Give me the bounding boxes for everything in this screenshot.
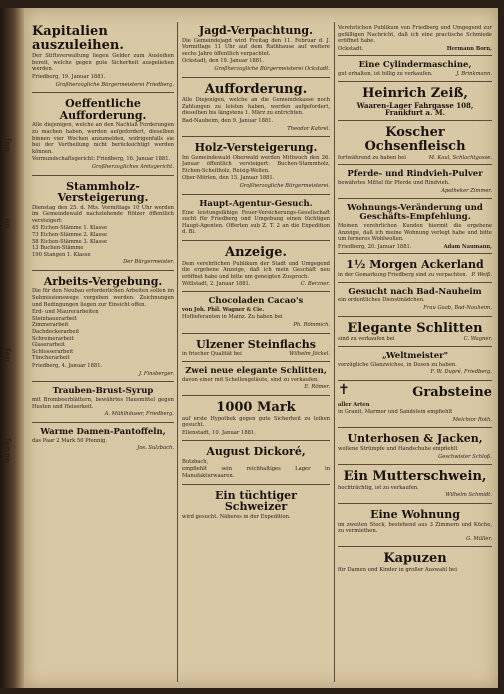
ad-anzeige xyxy=(182,243,330,292)
ad-date: Friedberg, 4. Januar 1881. xyxy=(32,363,103,370)
ad-signature: Großherzogliche Bürgermeisterei. xyxy=(239,183,330,190)
ad-text: wollene Strümpfe und Handschuhe empfiehlt xyxy=(338,445,458,452)
ad-text: in der Gemarkung Friedberg sind zu verpachten. xyxy=(338,271,468,278)
ad-text: Der Stiftsverwaltung liegen Gelder zum Ausleihen bereit, welche gegen gute Sicherheit ausgeliehen werden. xyxy=(32,53,174,73)
ad-signature: A. Mühlhäuser, Friedberg. xyxy=(104,411,174,418)
ad-text: Die für den Neubau erforderlichen Arbeiten sollen im Submissionswege vergeben werden. Zeichnungen und Bedingungen liegen zur Einsicht offen. xyxy=(32,288,174,308)
ad-steinflachs xyxy=(182,336,330,362)
ad-text: für Damen und Kinder in großer Auswahl bei xyxy=(338,566,457,573)
ad-title: Ein Mutterschwein, xyxy=(343,469,487,485)
ad-ackerland xyxy=(338,256,492,282)
ad-title: Arbeits-Vergebung. xyxy=(43,274,163,288)
ad-date: Bad-Nauheim, den 9. Januar 1881. xyxy=(182,117,274,124)
ad-text: Im Gemeindewald Oberwald werden Mittwoch den 26. Januar öffentlich versteigert: Buchen-Stammholz, Eichen-Scheitholz, Reisig-Wellen. xyxy=(182,154,330,174)
ad-subtitle: Butzbach, xyxy=(182,458,209,465)
ad-title: Zwei neue elegante Schlitten, xyxy=(185,365,327,376)
ad-text: fortwährend zu haben bei xyxy=(338,154,406,161)
ad-title: Warme Damen-Pantoffeln, xyxy=(40,426,166,437)
ad-text: das Paar 2 Mark 50 Pfennig. xyxy=(32,437,107,444)
ad-signature: J. Finsberger. xyxy=(138,370,174,377)
column-rule-2 xyxy=(334,22,335,682)
ad-title: Heinrich Zeiß, xyxy=(362,85,468,101)
ad-title: Holz-Versteigerung. xyxy=(194,141,318,155)
ad-title: Oeffentliche Aufforderung. xyxy=(59,97,147,122)
ad-signature: J. Brinkmann. xyxy=(456,71,492,78)
ad-date: Vormundschaftsgericht: Friedberg, 16. Januar 1881. xyxy=(32,156,171,163)
list-item: Schreinerarbeit xyxy=(32,335,74,342)
list-item: Zimmerarbeit xyxy=(32,322,69,329)
ad-title: Ein tüchtiger Schweizer xyxy=(215,488,297,514)
ad-text: Meinen verehrlichen Kunden hiermit die ergebene Anzeige, daß ich meine Wohnung verlegt habe und bitte um ferneres Wohlwollen. xyxy=(338,223,492,243)
ad-signature: Großherzogliche Bürgermeisterei Friedberg. xyxy=(55,81,174,88)
ad-footer xyxy=(182,281,330,288)
ad-mutterschwein xyxy=(338,467,492,504)
ad-text: Dem verehrlichen Publikum der Stadt und Umgegend die ergebene Anzeige, daß ich mein Geschäft neu eröffnet habe und bitte um geneigten Zuspruch. xyxy=(182,260,330,280)
ad-text: mit Brombeerblättern, bewährtes Hausmittel gegen Husten und Heiserkeit. xyxy=(32,397,174,410)
ad-signature: E. Römer. xyxy=(304,384,330,391)
ad-aufforderung xyxy=(32,95,174,175)
ad-signature: P. Weiß. xyxy=(471,271,492,278)
ad-title: Ulzener Steinflachs xyxy=(196,337,316,351)
ad-footer xyxy=(182,351,330,358)
list-item: 58 Eichen-Stämme 3. Klasse xyxy=(32,238,108,245)
ad-text: Eine leistungsfähige Feuer-Versicherungs-Gesellschaft sucht für Friedberg und Umgebung einen tüchtigen Haupt-Agenten. Offerten sub Z. T. 2 an die Expedition d. Bl. xyxy=(182,209,330,236)
ad-schweizer xyxy=(182,487,330,525)
ad-arbeits-vergebung xyxy=(32,273,174,382)
ad-unterhosen xyxy=(338,430,492,465)
spine-text-3: fen xyxy=(3,348,13,363)
ad-text: Alle Diejenigen, welche an die Gemeindekasse noch Zahlungen zu leisten haben, werden aufgefordert, dieselben bis längstens 1. März zu entrichten. xyxy=(182,97,330,117)
ad-date: Ober-Mörlen, den 15. Januar 1881. xyxy=(182,175,275,182)
ad-grabsteine xyxy=(338,383,492,428)
ad-signature: C. Berzner. xyxy=(300,281,330,288)
ad-signature: Melchior Roth. xyxy=(452,416,492,423)
list-item: Tüncherarbeit xyxy=(32,355,70,362)
ad-signature: Geschwister Schloß. xyxy=(438,453,492,460)
ad-signature: Adam Naumann, xyxy=(443,243,492,250)
ad-schmiede xyxy=(338,22,492,56)
ad-text: in frischer Qualität bei xyxy=(182,351,242,358)
newspaper-page xyxy=(24,8,498,688)
ad-title: Haupt-Agentur-Gesuch. xyxy=(199,198,313,209)
ad-title: August Dickoré, xyxy=(206,445,306,459)
ad-title: Eine Wohnung xyxy=(370,508,460,521)
list-item: Glaserarbeit xyxy=(32,342,65,349)
ad-subtitle: Waaren-Lager Fahrgasse 108, Frankfurt a. M. xyxy=(356,100,474,117)
ad-text: Dienstag den 25. d. Mts. Vormittags 10 Uhr werden im Gemeindewald nachstehende Hölzer öffentlich versteigert: xyxy=(32,204,174,224)
ad-date: Friedberg, 20. Januar 1881. xyxy=(338,243,412,250)
ad-cylindermaschine xyxy=(338,58,492,82)
ad-title: 1½ Morgen Ackerland xyxy=(346,258,484,272)
ad-text: Alle diejenigen, welche an den Nachlaß Forderungen zu machen haben, werden aufgefordert, dieselben binnen vier Wochen anzumelden, widrigenfalls sie bei der Vertheilung nicht berücksichtigt werden können. xyxy=(32,122,174,155)
cross-icon: ✝ xyxy=(338,382,350,399)
ad-footer xyxy=(338,244,492,251)
ad-stammholz xyxy=(32,178,174,271)
ad-signature: Frau Gaab, Bad-Nauheim. xyxy=(423,305,492,312)
ad-text: vorzügliche Glanzwichse, in Dosen zu haben. xyxy=(338,361,457,368)
ad-wohnung xyxy=(338,506,492,547)
ad-signature: G. Müller. xyxy=(466,535,492,542)
ad-signature: Jos. Sulzbach. xyxy=(137,445,174,452)
ad-bad-nauheim xyxy=(338,285,492,317)
ad-trauben-syrup xyxy=(32,384,174,423)
ad-signature: Großherzogliche Bürgermeisterei Ockstadt. xyxy=(214,65,330,72)
column-middle xyxy=(182,22,330,682)
column-left xyxy=(32,22,174,682)
ad-ochsenfleisch xyxy=(338,123,492,165)
ad-pferde-pulver xyxy=(338,167,492,199)
ad-title: Kapitalien auszuleihen. xyxy=(32,24,124,53)
spine-text-2: en. xyxy=(3,218,13,232)
ad-title: Trauben-Brust-Syrup xyxy=(52,386,154,397)
ad-kapitalien xyxy=(32,22,174,93)
ad-text: empfiehlt sein reichhaltiges Lager in Manufakturwaaren. xyxy=(182,466,330,480)
ad-title: Koscher Ochsenfleisch xyxy=(364,125,466,154)
list-item: 13 Buchen-Stämme xyxy=(32,245,84,252)
ad-text: Verehrlichen Publikum von Friedberg und Umgegend zur gefälligen Nachricht, daß ich eine practische Schmiede eröffnet habe. xyxy=(338,25,492,45)
work-list xyxy=(32,309,174,362)
ad-text: Die Gemeindejagd wird Freitag den 11. Februar d. J. Vormittags 11 Uhr auf dem Rathhause auf weitere sechs Jahre öffentlich verpachtet. xyxy=(182,37,330,57)
ad-title: Pferde- und Rindvieh-Pulver xyxy=(347,169,483,180)
ad-signature: F. W. Dupré, Friedberg. xyxy=(430,369,492,376)
ad-title: Kapuzen xyxy=(383,551,447,567)
ad-footer xyxy=(338,46,492,53)
ad-pantoffeln xyxy=(32,425,174,456)
ad-wohnungs-veraenderung xyxy=(338,201,492,254)
column-right xyxy=(338,22,492,682)
ad-text: ein ordentliches Dienstmädchen. xyxy=(338,297,425,304)
list-item: 73 Eichen-Stämme 2. Klasse xyxy=(32,231,108,238)
ad-footer xyxy=(338,336,492,343)
ad-chocoladen xyxy=(182,294,330,334)
ad-signature: Ph. Römmich. xyxy=(293,322,330,329)
ad-text: in Granit, Marmor und Sandstein empfiehlt xyxy=(338,409,453,416)
ad-holz xyxy=(182,139,330,195)
ad-text: Hoflieferanten in Mainz. Zu haben bei xyxy=(182,314,283,321)
wood-list xyxy=(32,225,174,258)
ad-signature: Wilhelm Jöckel. xyxy=(289,351,330,358)
ad-date: Friedberg, 19. Januar 1881. xyxy=(32,74,106,81)
ad-title: Grabsteine xyxy=(412,385,492,401)
ad-signature: Der Bürgermeister. xyxy=(123,259,174,266)
ad-header xyxy=(338,382,492,401)
ad-agentur xyxy=(182,197,330,241)
ad-kapuzen xyxy=(338,549,492,577)
ad-title: Aufforderung. xyxy=(204,81,308,97)
ad-title: 1000 Mark xyxy=(216,399,296,415)
spine-text-4: fenne xyxy=(3,438,13,464)
ad-text: hochträchtig, ist zu verkaufen. xyxy=(338,484,419,491)
ad-zeiss xyxy=(338,84,492,121)
ad-signature: Apotheker Zimmer. xyxy=(441,187,492,194)
ad-footer xyxy=(338,155,492,162)
ad-schlitten xyxy=(182,364,330,396)
ad-title: „Weltmeister" xyxy=(381,350,449,361)
ad-text: davon einer mit Schellengeläute, sind zu verkaufen. xyxy=(182,376,319,383)
ad-title: Jagd-Verpachtung. xyxy=(199,24,313,37)
ad-text: gut erhalten, ist billig zu verkaufen. xyxy=(338,71,433,78)
list-item: Schlosserarbeit xyxy=(32,348,74,355)
ad-text: im zweiten Stock, bestehend aus 3 Zimmern und Küche, zu vermiethen. xyxy=(338,521,492,535)
list-item: 190 Stangen 1. Klasse xyxy=(32,251,91,258)
ad-date: Ockstadt. xyxy=(338,45,364,52)
ad-text: bewährtes Mittel für Pferde und Rindvieh. xyxy=(338,180,450,187)
ad-subtitle: aller Arten xyxy=(338,401,370,408)
ad-signature: Theodor Kahrel. xyxy=(287,125,330,132)
list-item: 45 Eichen-Stämme 1. Klasse xyxy=(32,225,108,232)
ad-title: Elegante Schlitten xyxy=(347,320,483,336)
ad-weltmeister xyxy=(338,349,492,381)
ad-dickore xyxy=(182,443,330,484)
ad-title: Unterhosen & Jacken, xyxy=(347,432,483,446)
ad-title: Eine Cylindermaschine, xyxy=(358,60,472,71)
spine-text-1: fen xyxy=(3,138,13,153)
book-spine xyxy=(0,8,24,688)
ad-elegante-schlitten xyxy=(338,319,492,347)
list-item: Steinhauerarbeit xyxy=(32,315,77,322)
list-item: Erd- und Maurerarbeiten xyxy=(32,309,99,316)
ad-footer xyxy=(338,272,492,279)
ad-title: Anzeige. xyxy=(224,244,288,260)
ad-subtitle: von Joh. Phil. Wagner & Cie. xyxy=(182,306,265,313)
ad-date: Ockstadt, den 19. Januar 1881. xyxy=(182,58,265,65)
ad-signature: C. Wagner. xyxy=(463,336,492,343)
ad-jagd xyxy=(182,22,330,78)
list-item: Dachdeckerarbeit xyxy=(32,329,80,336)
ad-title: Chocoladen Cacao's xyxy=(208,295,304,306)
ad-signature: Hermann Born, xyxy=(446,45,492,52)
ad-title: Gesucht nach Bad-Nauheim xyxy=(348,286,482,297)
ad-title: Stammholz-Versteigerung. xyxy=(57,179,149,205)
ad-text: wird gesucht. Näheres in der Expedition. xyxy=(182,513,291,520)
ad-aufforderung-2 xyxy=(182,80,330,138)
ad-footer xyxy=(338,71,492,78)
ad-date: Ellenstadt, 10. Januar 1881. xyxy=(182,429,256,436)
column-rule-1 xyxy=(177,22,178,682)
ad-signature: Wilhelm Schmidt. xyxy=(445,492,492,499)
ad-signature: Großherzogliches Amtsgericht. xyxy=(91,163,174,170)
ad-text: sind zu verkaufen bei xyxy=(338,336,395,343)
ad-1000-mark xyxy=(182,398,330,441)
ad-date: Wöllstadt, 2. Januar 1881. xyxy=(182,281,251,288)
ad-title: Wohnungs-Veränderung und Geschäfts-Empfehlung. xyxy=(347,203,483,223)
ad-text: auf erste Hypothek gegen gute Sicherheit zu leihen gesucht. xyxy=(182,415,330,429)
ad-signature: M. Kaul, Schlachtgasse. xyxy=(428,154,492,161)
